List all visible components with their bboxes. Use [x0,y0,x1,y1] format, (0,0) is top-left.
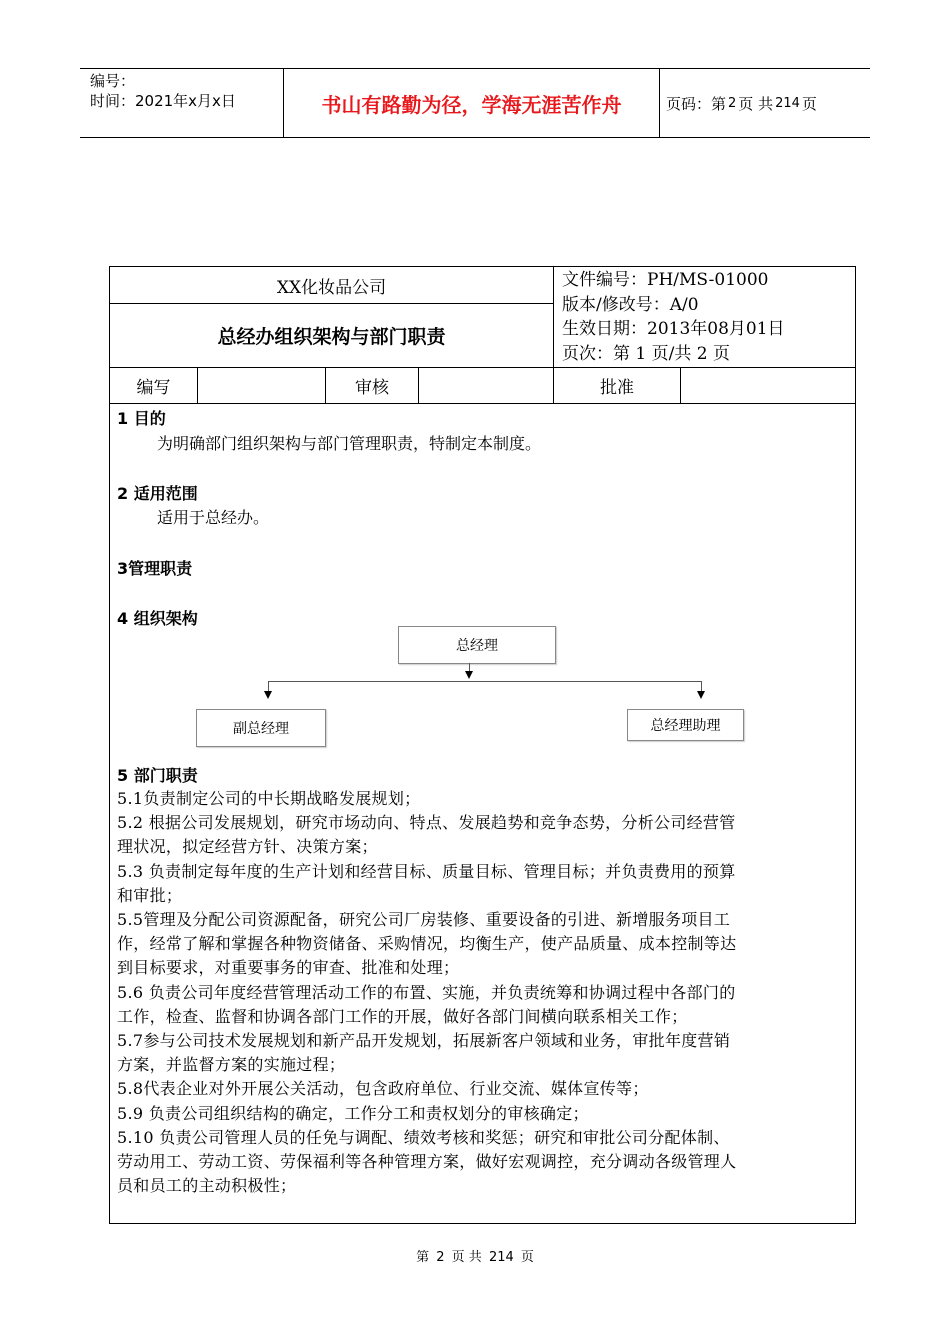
divider [553,267,554,368]
section-3-title: 3管理职责 [117,559,193,578]
duty-line: 5.9 负责公司组织结构的确定，工作分工和责权划分的审核确定； [117,1103,589,1123]
duty-line: 5.1负责制定公司的中长期战略发展规划； [117,789,421,808]
divider [110,403,855,404]
company-name: XX化妆品公司 [276,277,387,298]
header-date-label: 时间：2021年x月x日 [90,92,236,110]
duties-list [117,787,849,1198]
sig-review-label: 审核 [355,377,389,398]
arrow-down-icon [697,691,705,699]
duty-line: 5.10 负责公司管理人员的任免与调配、绩效考核和奖惩；研究和审批公司分配体制、 [117,1127,730,1147]
page-count: 页次：第 1 页/共 2 页 [562,343,730,364]
duty-line: 劳动用工、劳动工资、劳保福利等各种管理方案，做好宏观调控，充分调动各级管理人 [117,1152,737,1172]
header-motto: 书山有路勤为径，学海无涯苦作舟 [283,69,660,137]
header-page-counter [660,69,870,137]
duty-line: 5.7参与公司技术发展规划和新产品开发规划，拓展新客户领域和业务，审批年度营销 [117,1031,731,1051]
duty-line: 工作，检查、监督和协调各部门工作的开展，做好各部门间横向联系相关工作； [117,1006,688,1026]
section-2-text: 适用于总经办。 [157,508,270,527]
duty-line: 方案，并监督方案的实施过程； [117,1055,346,1075]
arrow-down-icon [264,691,272,699]
page-number: 2 [728,95,737,111]
version: 版本/修改号：A/0 [562,294,699,315]
org-node-deputy-gm: 副总经理 [196,709,326,747]
arrow-down-icon [465,671,473,679]
duty-line: 5.6 负责公司年度经营管理活动工作的布置、实施，并负责统筹和协调过程中各部门的 [117,982,736,1002]
sig-write-label: 编写 [136,377,171,398]
document-meta [562,268,852,366]
footer-page-total: 214 [488,1250,514,1265]
section-2-title: 2 适用范围 [117,484,198,503]
duty-line: 5.3 负责制定每年度的生产计划和经营目标、质量目标、管理目标；并负责费用的预算 [117,861,736,881]
header-info [80,69,283,137]
page-footer [0,1246,950,1265]
duty-line: 和审批； [117,885,183,905]
page-total: 214 [775,95,800,111]
sig-review-field [419,367,553,403]
section-1-text: 为明确部门组织架构与部门管理职责，特制定本制度。 [157,434,542,453]
section-5-title: 5 部门职责 [117,766,198,785]
page-prefix: 页码：第 [666,94,727,113]
sig-approve-field [681,367,855,403]
sig-write-field [198,367,325,403]
connector [268,681,702,682]
file-number: 文件编号：PH/MS-01000 [562,270,769,290]
footer-page-number: 2 [436,1250,445,1265]
section-4-title: 4 组织架构 [117,609,198,628]
footer-mid: 页 共 [451,1250,482,1265]
duty-line: 5.5管理及分配公司资源配备，研究公司厂房装修、重要设备的引进、新增服务项目工 [117,910,731,930]
page-mid: 页 共 [738,94,774,113]
footer-suffix: 页 [520,1250,534,1265]
effective-date: 生效日期：2013年08月01日 [562,319,785,339]
document-table [109,266,856,1224]
duty-line: 到目标要求，对重要事务的审查、批准和处理； [117,958,460,978]
page-suffix: 页 [801,94,817,113]
duty-line: 5.2 根据公司发展规划，研究市场动向、特点、发展趋势和竞争态势，分析公司经营管 [117,813,736,833]
section-1-title: 1 目的 [117,409,166,428]
org-node-gm-assistant: 总经理助理 [627,709,744,741]
footer-prefix: 第 [416,1250,430,1265]
org-node-gm: 总经理 [398,626,556,664]
sig-approve-label: 批准 [600,377,634,398]
duty-line: 作，经常了解和掌握各种物资储备、采购情况，均衡生产，使产品质量、成本控制等达 [117,934,737,954]
document-title: 总经办组织架构与部门职责 [217,325,446,348]
duty-line: 理状况，拟定经营方针、决策方案； [117,837,378,857]
page-header [80,68,870,138]
duty-line: 员和员工的主动积极性； [117,1176,297,1196]
header-number-label: 编号： [90,72,136,90]
duty-line: 5.8代表企业对外开展公关活动，包含政府单位、行业交流、媒体宣传等； [117,1079,649,1099]
